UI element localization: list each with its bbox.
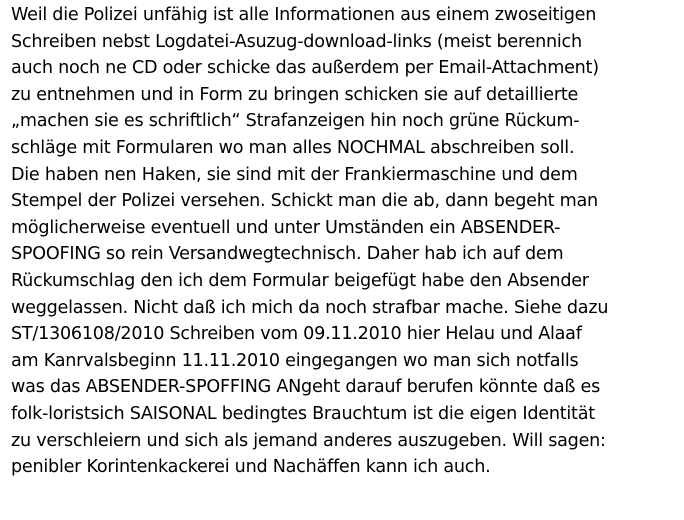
text-line: penibler Korintenkackerei und Nachäffen kann ich auch. bbox=[11, 457, 491, 478]
text-line: möglicherweise eventuell und unter Umständen ein ABSENDER- bbox=[11, 217, 561, 238]
text-line: Rückumschlag den ich dem Formular beigefügt habe den Absender bbox=[11, 270, 589, 291]
text-line: auch noch ne CD oder schicke das außerdem per Email-Attachment) bbox=[11, 58, 599, 79]
text-line: Schreiben nebst Logdatei-Asuzug-download-links (meist berennich bbox=[11, 31, 582, 52]
text-line: zu entnehmen und in Form zu bringen schicken sie auf detaillierte bbox=[11, 84, 579, 105]
text-line: ST/1306108/2010 Schreiben vom 09.11.2010 hier Helau und Alaaf bbox=[11, 324, 582, 345]
text-line: „machen sie es schriftlich“ Strafanzeigen hin noch grüne Rückum- bbox=[11, 111, 580, 132]
text-line: was das ABSENDER-SPOFFING ANgeht darauf berufen könnte daß es bbox=[11, 377, 601, 398]
text-line: Weil die Polizei unfähig ist alle Informationen aus einem zwoseitigen bbox=[11, 5, 597, 25]
text-line: weggelassen. Nicht daß ich mich da noch strafbar mache. Siehe dazu bbox=[11, 297, 609, 318]
text-line: Stempel der Polizei versehen. Schickt man die ab, dann begeht man bbox=[11, 191, 598, 212]
text-line: schläge mit Formularen wo man alles NOCHMAL abschreiben soll. bbox=[11, 137, 575, 158]
text-line: zu verschleiern und sich als jemand anderes auszugeben. Will sagen: bbox=[11, 430, 606, 451]
text-line: folk-loristsich SAISONAL bedingtes Brauchtum ist die eigen Identität bbox=[11, 403, 595, 424]
text-line: Die haben nen Haken, sie sind mit der Frankiermaschine und dem bbox=[11, 164, 578, 185]
document-text-block bbox=[11, 2, 681, 481]
text-line: am Kanrvalsbeginn 11.11.2010 eingegangen wo man sich notfalls bbox=[11, 350, 579, 371]
text-line: SPOOFING so rein Versandwegtechnisch. Daher hab ich auf dem bbox=[11, 244, 564, 265]
